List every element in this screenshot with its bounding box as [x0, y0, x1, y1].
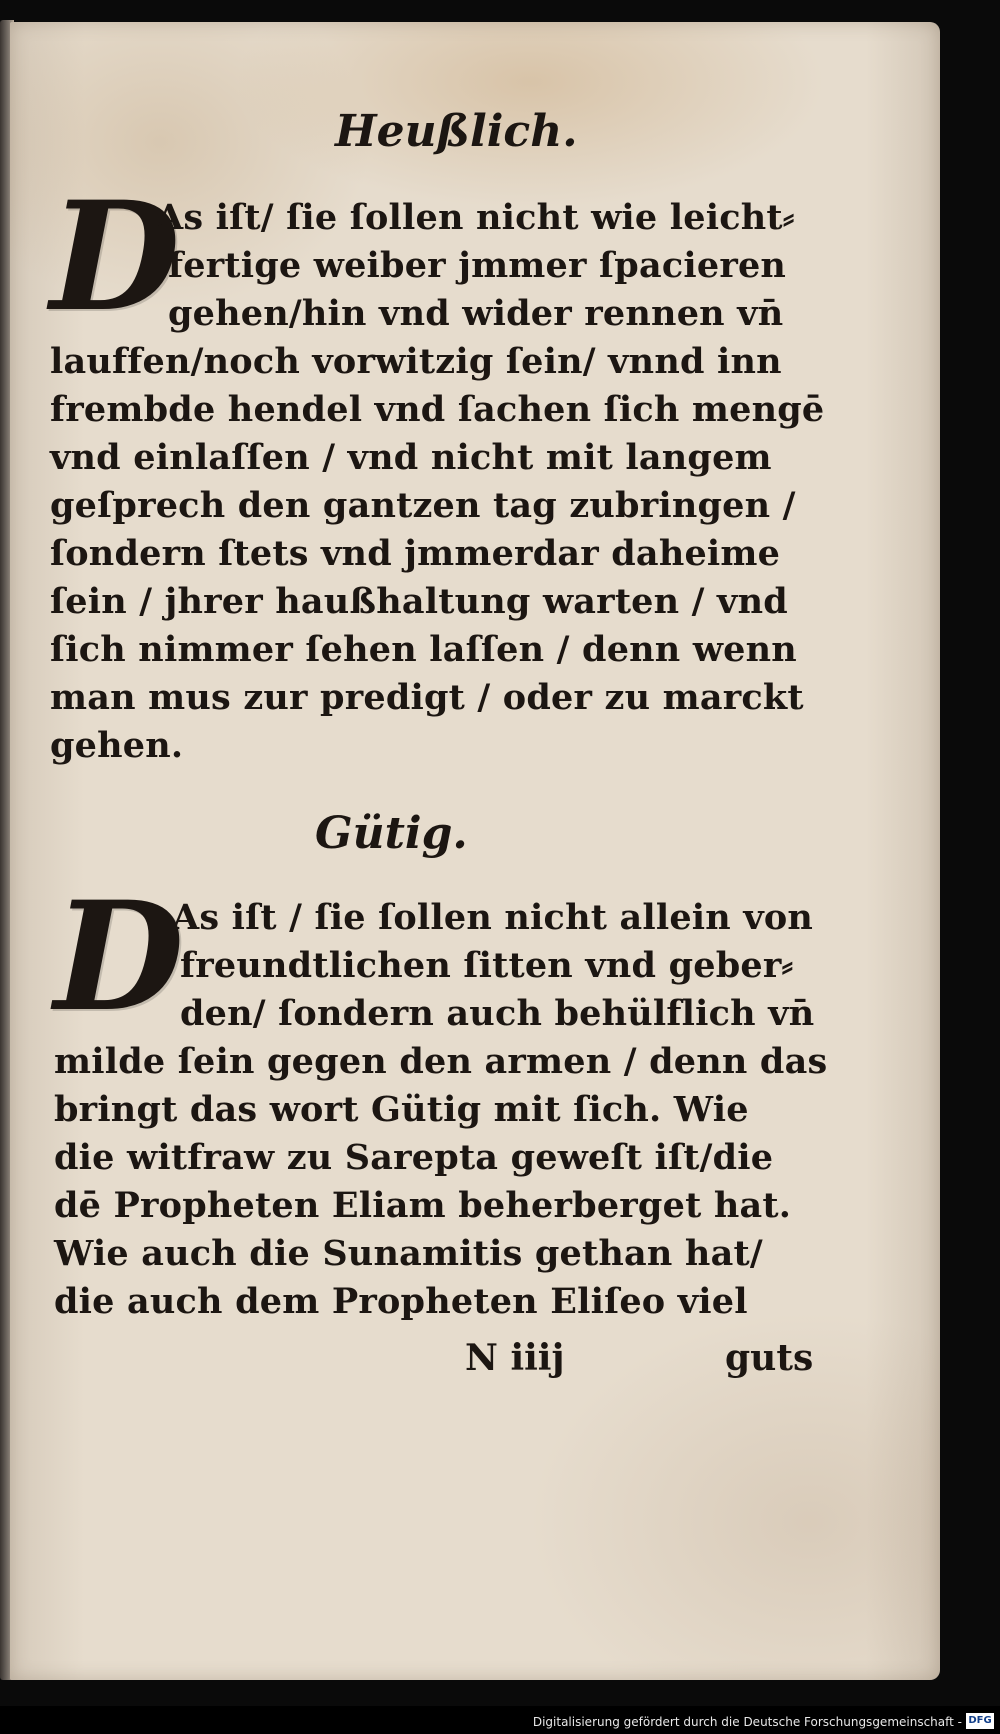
- text-line: man mus zur predigt / oder zu marckt: [50, 677, 804, 718]
- text-line: die auch dem Propheten Eliſeo viel: [54, 1281, 748, 1322]
- text-line: frembde hendel vnd ſachen ſich mengē: [50, 389, 825, 430]
- drop-cap-initial: D: [50, 169, 181, 345]
- text-line: lauffen/noch vorwitzig ſein/ vnnd inn: [50, 341, 782, 382]
- credit-bar: [0, 1706, 1000, 1734]
- text-line: milde ſein gegen den armen / denn das: [54, 1041, 828, 1082]
- text-line: fertige weiber jmmer ſpacieren: [168, 245, 787, 286]
- book-page: [10, 22, 940, 1680]
- text-line: dē Propheten Eliam beherberget hat.: [54, 1185, 792, 1226]
- text-line: Wie auch die Sunamitis gethan hat/: [54, 1233, 763, 1274]
- drop-cap-initial: D: [54, 869, 185, 1045]
- text-line: ſich nimmer ſehen laſſen / denn wenn: [50, 629, 797, 670]
- text-line: ſondern ſtets vnd jmmerdar daheime: [50, 533, 781, 574]
- text-line: bringt das wort Gütig mit ſich. Wie: [54, 1089, 749, 1130]
- funding-credit: Digitalisierung gefördert durch die Deutsche Forschungsgemeinschaft -: [532, 1715, 962, 1729]
- dfg-logo: DFG: [966, 1713, 994, 1729]
- text-line: geſprech den gantzen tag zubringen /: [50, 485, 796, 526]
- text-line: vnd einlaſſen / vnd nicht mit langem: [50, 437, 772, 478]
- text-line: gehen/hin vnd wider rennen vn̄: [168, 293, 784, 334]
- signature-mark: N iiij: [465, 1337, 565, 1379]
- catchword: guts: [725, 1337, 814, 1379]
- text-line: As iſt/ ſie ſollen nicht wie leicht⸗: [156, 197, 795, 238]
- section-heading-heusslich: Heußlich.: [335, 106, 578, 157]
- text-line: gehen.: [50, 725, 184, 766]
- text-line: ſein / jhrer haußhaltung warten / vnd: [50, 581, 788, 622]
- section-heading-guetig: Gütig.: [315, 808, 468, 859]
- text-line: den/ ſondern auch behülflich vn̄: [180, 993, 815, 1034]
- text-line: freundtlichen ſitten vnd geber⸗: [180, 945, 794, 986]
- text-line: As iſt / ſie ſollen nicht allein von: [172, 897, 814, 938]
- text-line: die witfraw zu Sarepta geweſt iſt/die: [54, 1137, 774, 1178]
